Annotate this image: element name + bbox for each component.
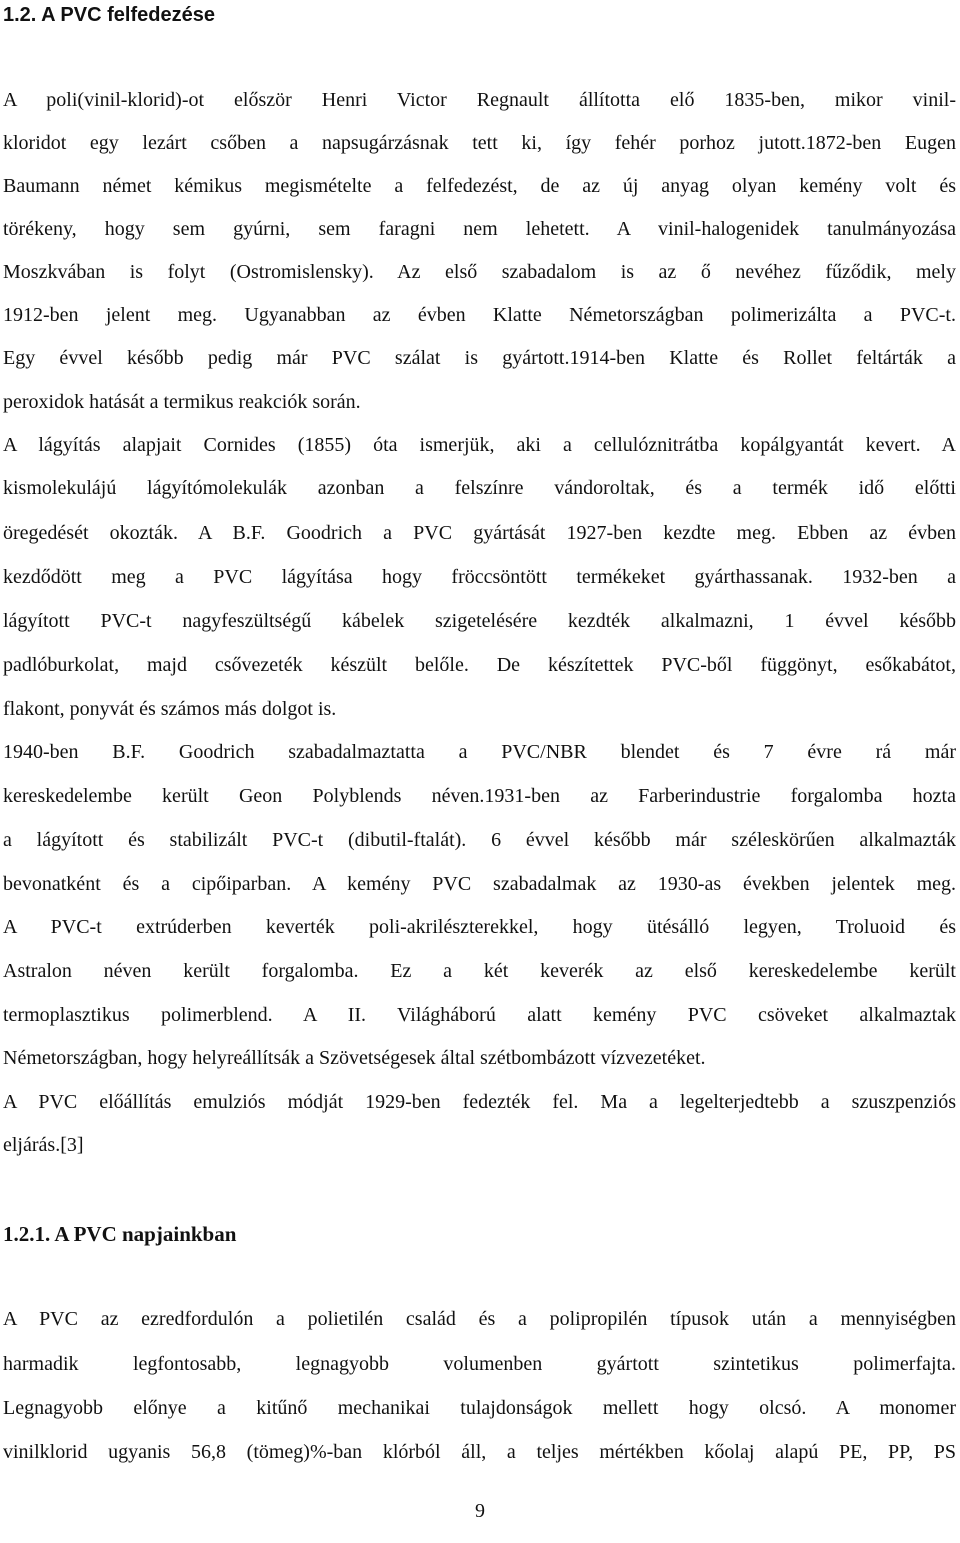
section-title: 1.2. A PVC felfedezése [3,4,215,26]
body-line: kereskedelembe került Geon Polyblends néven.1931-ben az Farberindustrie forgalomba hozta [3,785,956,807]
body-line: Németországban, hogy helyreállítsák a Szövetségesek által szétbombázott vízvezetéket. [3,1047,706,1069]
body-line: kismolekulájú lágyítómolekulák azonban a felszínre vándoroltak, és a termék idő előtti [3,477,956,499]
body-line: kezdődött meg a PVC lágyítása hogy fröccsöntött termékeket gyárthassanak. 1932-ben a [3,566,956,588]
body-line: Egy évvel később pedig már PVC szálat is gyártott.1914-ben Klatte és Rollet feltárták a [3,347,956,369]
body-line: kloridot egy lezárt csőben a napsugárzásnak tett ki, így fehér porhoz jutott.1872-ben Eugen [3,132,956,154]
body-line: padlóburkolat, majd csővezeték készült belőle. De készítettek PVC-ből függönyt, esőkabátot, [3,654,956,676]
body-line: A PVC előállítás emulziós módját 1929-ben fedezték fel. Ma a legelterjedtebb a szuszpenziós [3,1091,956,1113]
body-line: törékeny, hogy sem gyúrni, sem faragni nem lehetett. A vinil-halogenidek tanulmányozása [3,218,956,240]
body-line: harmadik legfontosabb, legnagyobb volumenben gyártott szintetikus polimerfajta. [3,1353,956,1375]
body-line: lágyított PVC-t nagyfeszültségű kábelek szigetelésére kezdték alkalmazni, 1 évvel később [3,610,956,632]
body-line: A lágyítás alapjait Cornides (1855) óta ismerjük, aki a cellulóznitrátba kopálgyantát kevert. A [3,434,956,456]
page-number: 9 [475,1500,485,1522]
body-line: eljárás.[3] [3,1134,84,1156]
body-line: Moszkvában is folyt (Ostromislensky). Az első szabadalom is az ő nevéhez fűződik, mely [3,261,956,283]
body-line: Baumann német kémikus megismételte a felfedezést, de az új anyag olyan kemény volt és [3,175,956,197]
body-line: bevonatként és a cipőiparban. A kemény PVC szabadalmak az 1930-as években jelentek meg. [3,873,956,895]
body-line: vinilklorid ugyanis 56,8 (tömeg)%-ban klórból áll, a teljes mértékben kőolaj alapú PE, PP, PS [3,1441,956,1463]
body-line: A PVC-t extrúderben keverték poli-akrilészterekkel, hogy ütésálló legyen, Troluoid és [3,916,956,938]
body-line: Astralon néven került forgalomba. Ez a két keverék az első kereskedelembe került [3,960,956,982]
body-line: 1940-ben B.F. Goodrich szabadalmaztatta a PVC/NBR blendet és 7 évre rá már [3,741,956,763]
body-line: peroxidok hatását a termikus reakciók során. [3,391,361,413]
body-line: A PVC az ezredfordulón a polietilén család és a polipropilén típusok után a mennyiségben [3,1308,956,1330]
body-line: 1912-ben jelent meg. Ugyanabban az évben Klatte Németországban polimerizálta a PVC-t. [3,304,956,326]
body-line: a lágyított és stabilizált PVC-t (dibutil-ftalát). 6 évvel később már széleskörűen alkalmazták [3,829,956,851]
body-line: Legnagyobb előnye a kitűnő mechanikai tulajdonságok mellett hogy olcsó. A monomer [3,1397,956,1419]
body-line: termoplasztikus polimerblend. A II. Világháború alatt kemény PVC csöveket alkalmaztak [3,1004,956,1026]
body-line: öregedését okozták. A B.F. Goodrich a PVC gyártását 1927-ben kezdte meg. Ebben az évben [3,522,956,544]
body-line: A poli(vinil-klorid)-ot először Henri Victor Regnault állította elő 1835-ben, mikor vinil- [3,89,956,111]
body-line: flakont, ponyvát és számos más dolgot is. [3,698,337,720]
subsection-title: 1.2.1. A PVC napjainkban [3,1222,237,1246]
